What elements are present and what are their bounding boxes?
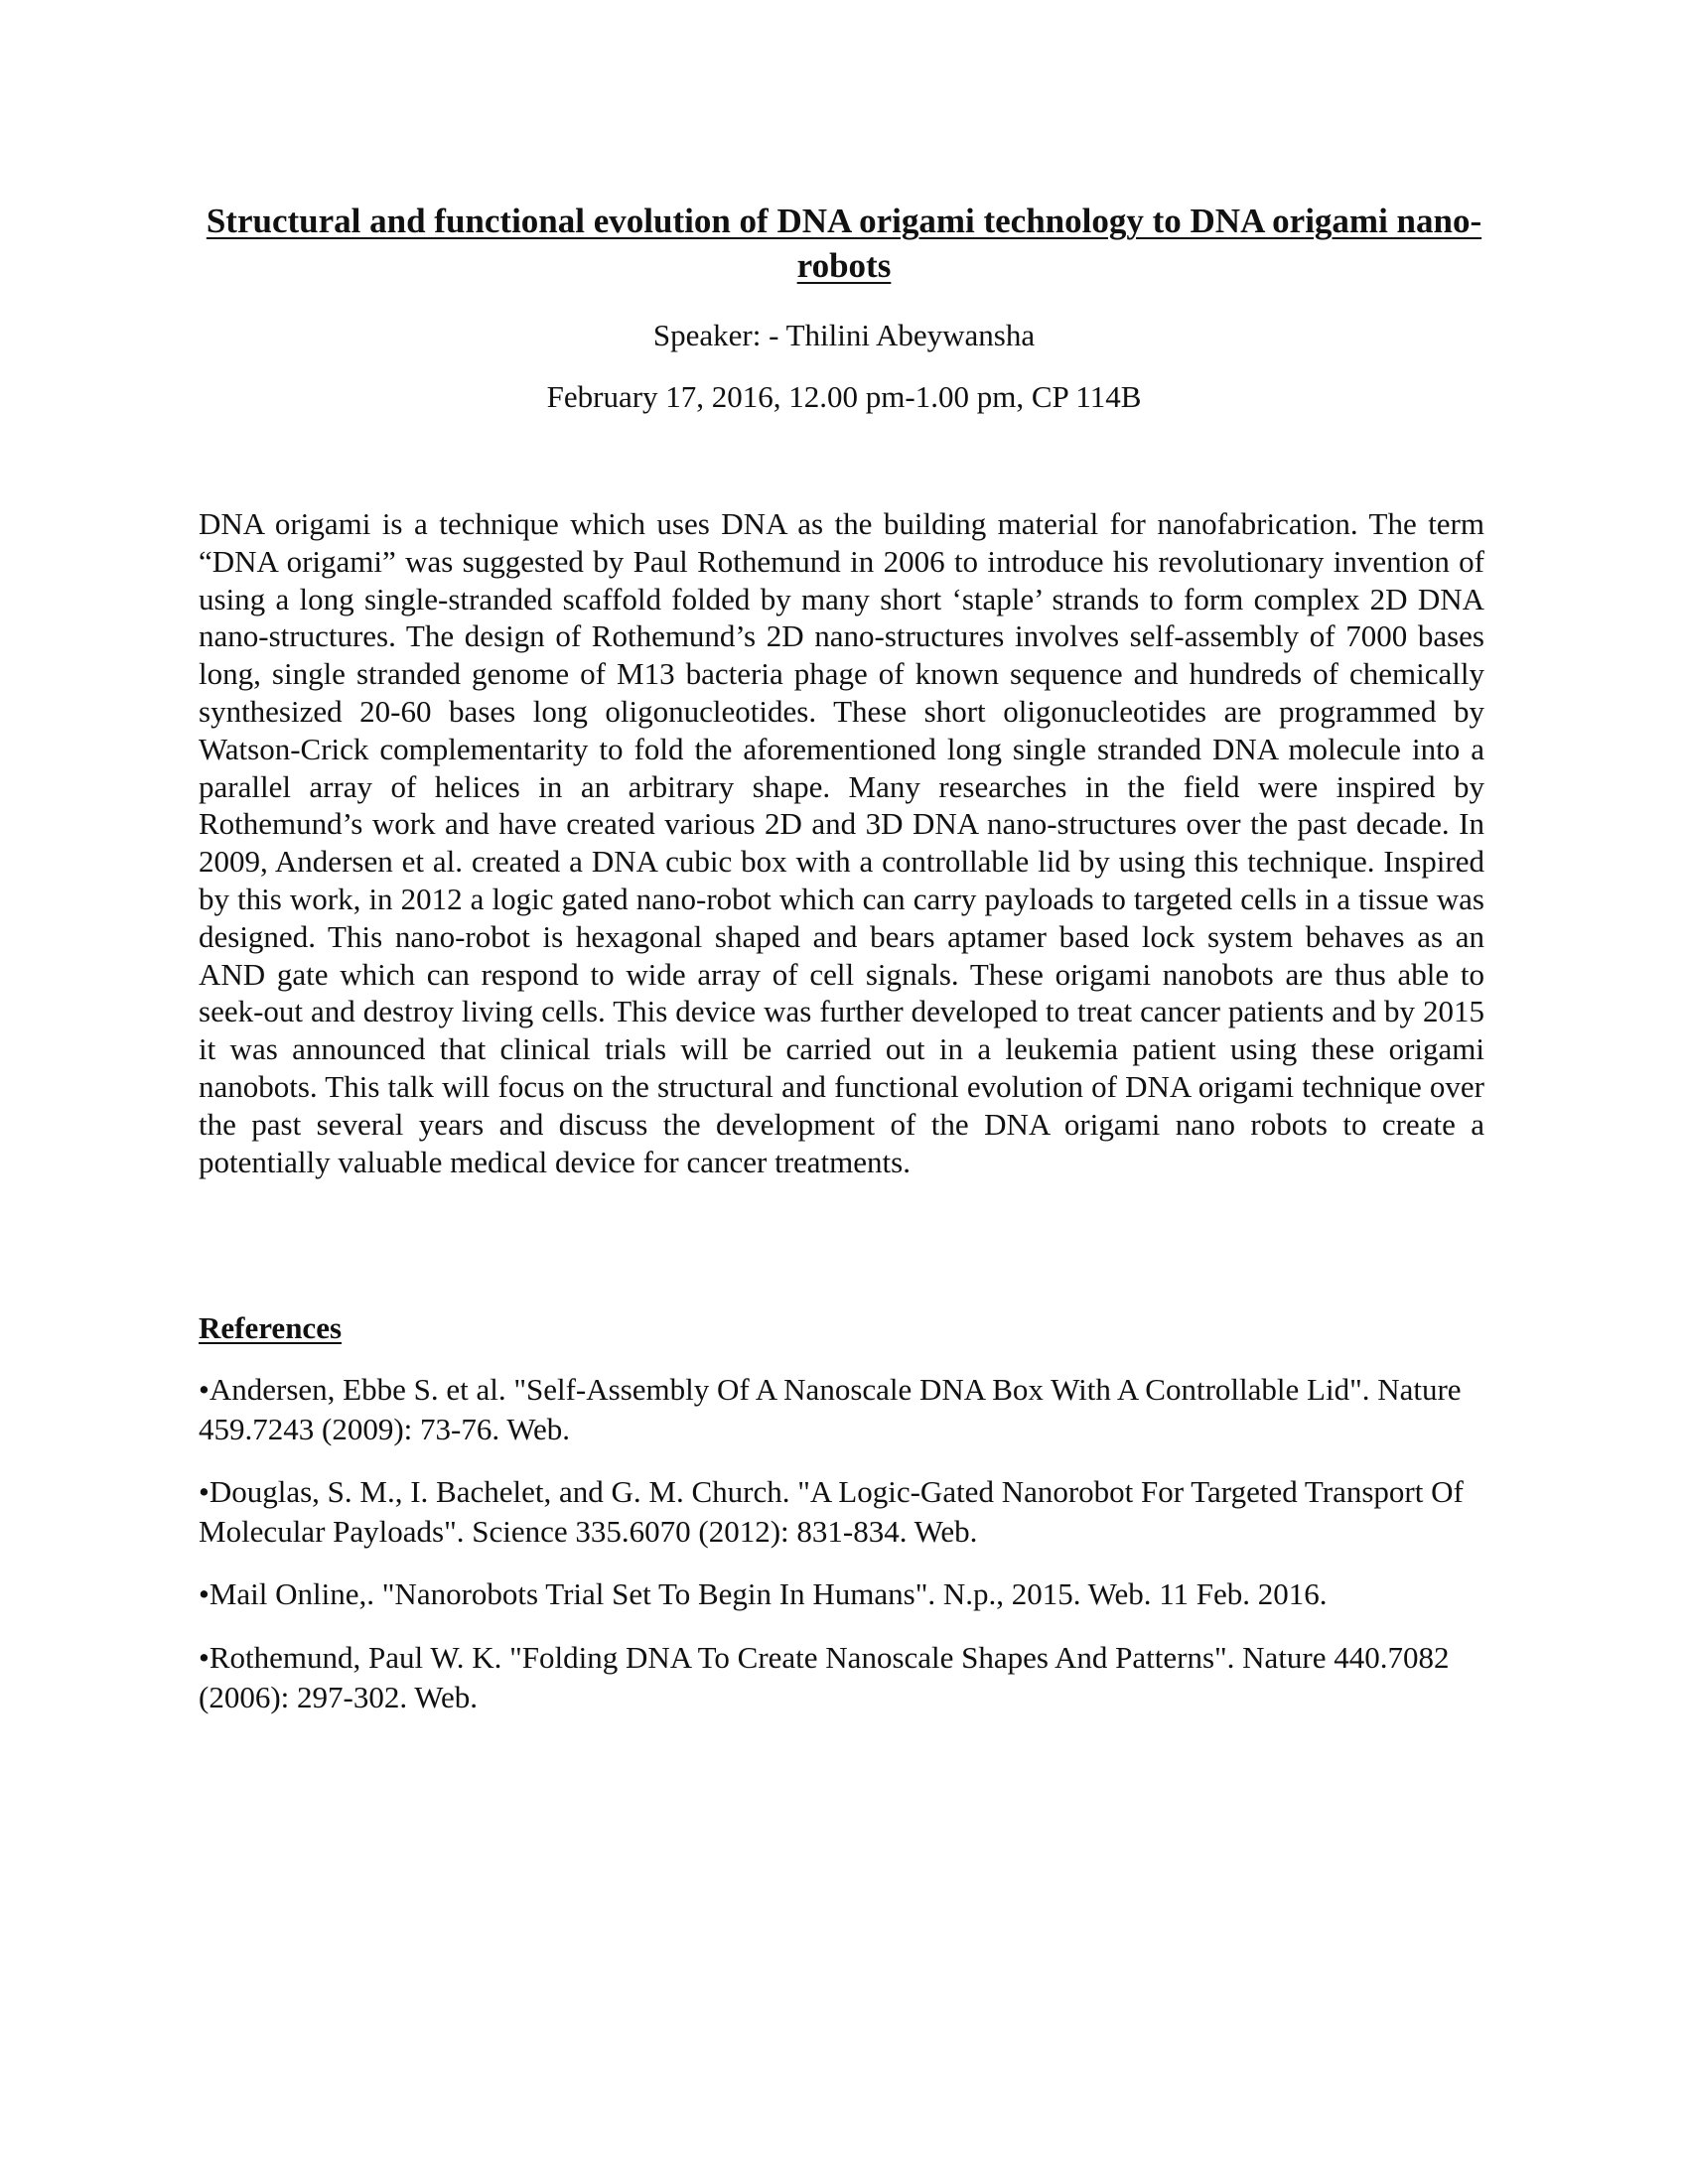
date-location-line: February 17, 2016, 12.00 pm-1.00 pm, CP 114B (546, 379, 1142, 414)
references-list (199, 1370, 1489, 1740)
reference-item: •Douglas, S. M., I. Bachelet, and G. M. Church. "A Logic-Gated Nanorobot For Targeted Transport Of Molecular Payloads". Science 335.6070 (2012): 831-834. Web. (199, 1474, 1464, 1549)
reference-item: •Andersen, Ebbe S. et al. "Self-Assembly Of A Nanoscale DNA Box With A Controllable Lid". Nature 459.7243 (2009): 73-76. Web. (199, 1372, 1462, 1446)
reference-item: •Rothemund, Paul W. K. "Folding DNA To Create Nanoscale Shapes And Patterns". Nature 440.7082 (2006): 297-302. Web. (199, 1640, 1450, 1714)
reference-item: •Mail Online,. "Nanorobots Trial Set To Begin In Humans". N.p., 2015. Web. 11 Feb. 2016. (199, 1576, 1328, 1611)
document-title: Structural and functional evolution of DNA origami technology to DNA origami nano-robots (206, 202, 1482, 285)
references-heading: References (199, 1310, 343, 1345)
abstract-paragraph: DNA origami is a technique which uses DNA as the building material for nanofabrication. The term “DNA origami” was suggested by Paul Rothemund in 2006 to introduce his revolutionary invention of using a long single-stranded scaffold folded by many short ‘staple’ strands to form complex 2D DNA nano-structures. The design of Rothemund’s 2D nano-structures involves self-assembly of 7000 bases long, single stranded genome of M13 bacteria phage of known sequence and hundreds of chemically synthesized 20-60 bases long oligonucleotides. These short oligonucleotides are programmed by Watson-Crick complementarity to fold the aforementioned long single stranded DNA molecule into a parallel array of helices in an arbitrary shape. Many researches in the field were inspired by Rothemund’s work and have created various 2D and 3D DNA nano-structures over the past decade. In 2009, Andersen et al. created a DNA cubic box with a controllable lid by using this technique. Inspired by this work, in 2012 a logic gated nano-robot which can carry payloads to targeted cells in a tissue was designed. This nano-robot is hexagonal shaped and bears aptamer based lock system behaves as an AND gate which can respond to wide array of cell signals. These origami nanobots are thus able to seek-out and destroy living cells. This device was further developed to treat cancer patients and by 2015 it was announced that clinical trials will be carried out in a leukemia patient using these origami nanobots. This talk will focus on the structural and functional evolution of DNA origami technique over the past several years and discuss the development of the DNA origami nano robots to create a potentially valuable medical device for cancer treatments. (199, 506, 1484, 1179)
speaker-line: Speaker: - Thilini Abeywansha (652, 318, 1036, 352)
